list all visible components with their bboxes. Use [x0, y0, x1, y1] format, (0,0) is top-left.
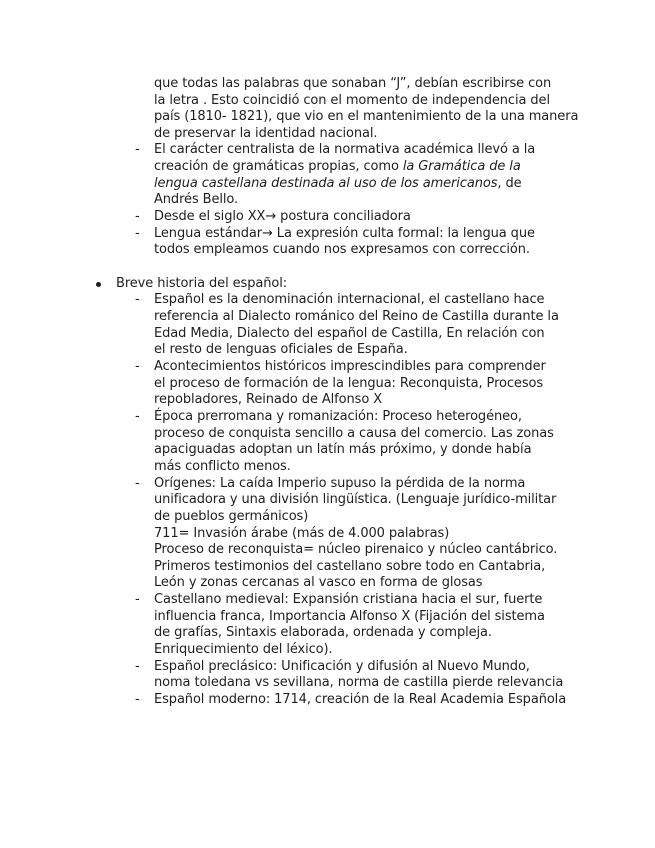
text-line: 711= Invasión árabe (más de 4.000 palabras): [154, 526, 450, 541]
text-line: Lengua estándar→ La expresión culta formal: la lengua que: [154, 226, 535, 241]
text-line: Acontecimientos históricos imprescindibles para comprender: [154, 359, 546, 374]
text-line: [154, 159, 521, 175]
text-line: Español preclásico: Unificación y difusión al Nuevo Mundo,: [154, 659, 530, 674]
text-line: Época prerromana y romanización: Proceso heterogéneo,: [154, 409, 522, 424]
text-line: Andrés Bello.: [154, 192, 239, 207]
text-line: León y zonas cercanas al vasco en forma de glosas: [154, 575, 483, 590]
text-line: apaciguadas adoptan un latín más próximo, y donde había: [154, 442, 532, 457]
text-line: referencia al Dialecto románico del Reino de Castilla durante la: [154, 309, 559, 324]
list-dash: -: [135, 359, 140, 374]
list-dash: -: [135, 592, 140, 607]
text-line: El carácter centralista de la normativa académica llevó a la: [154, 142, 536, 157]
text-line: Proceso de reconquista= núcleo pirenaico y núcleo cantábrico.: [154, 542, 558, 557]
list-dash: -: [135, 476, 140, 491]
text-line: Edad Media, Dialecto del español de Castilla, En relación con: [154, 326, 545, 341]
italic-title: lengua castellana destinada al uso de los americanos: [154, 176, 498, 191]
text-line: Desde el siglo XX→ postura conciliadora: [154, 209, 411, 224]
text-line: repobladores, Reinado de Alfonso X: [154, 392, 383, 407]
text-line: Español es la denominación internacional, el castellano hace: [154, 292, 545, 307]
text-line: el resto de lenguas oficiales de España.: [154, 342, 408, 357]
text-line: más conflicto menos.: [154, 459, 291, 474]
list-dash: -: [135, 659, 140, 674]
list-dash: -: [135, 292, 140, 307]
italic-title: la Gramática de la: [402, 159, 521, 174]
text-line: influencia franca, Importancia Alfonso X (Fijación del sistema: [154, 609, 545, 624]
text-line: noma toledana vs sevillana, norma de castilla pierde relevancia: [154, 675, 564, 690]
text-line: país (1810- 1821), que vio en el mantenimiento de la una manera: [154, 109, 579, 124]
text-line: que todas las palabras que sonaban “J”, debían escribirse con: [154, 76, 552, 91]
text-line: [154, 176, 522, 192]
text-line: todos empleamos cuando nos expresamos con corrección.: [154, 242, 530, 257]
section-title: Breve historia del español:: [116, 276, 287, 291]
list-dash: -: [135, 226, 140, 241]
list-dash: -: [135, 142, 140, 157]
text-line: de preservar la identidad nacional.: [154, 126, 378, 141]
text-line: de pueblos germánicos): [154, 509, 309, 524]
text-line: Enriquecimiento del léxico).: [154, 642, 333, 657]
list-dash: -: [135, 409, 140, 424]
text-line: unificadora y una división lingüística. (Lenguaje jurídico-militar: [154, 492, 557, 507]
list-dash: -: [135, 692, 140, 707]
text-line: Orígenes: La caída Imperio supuso la pérdida de la norma: [154, 476, 526, 491]
text-line: Castellano medieval: Expansión cristiana hacia el sur, fuerte: [154, 592, 543, 607]
text-line: Primeros testimonios del castellano sobre todo en Cantabria,: [154, 559, 546, 574]
bullet-icon: [96, 282, 101, 287]
text-span: , de: [497, 176, 522, 191]
text-line: Español moderno: 1714, creación de la Real Academia Española: [154, 692, 567, 707]
text-line: de grafías, Sintaxis elaborada, ordenada y compleja.: [154, 625, 492, 640]
text-span: creación de gramáticas propias, como: [154, 159, 403, 174]
text-line: la letra . Esto coincidió con el momento de independencia del: [154, 93, 550, 108]
text-line: el proceso de formación de la lengua: Reconquista, Procesos: [154, 376, 544, 391]
list-dash: -: [135, 209, 140, 224]
text-line: proceso de conquista sencillo a causa del comercio. Las zonas: [154, 426, 554, 441]
